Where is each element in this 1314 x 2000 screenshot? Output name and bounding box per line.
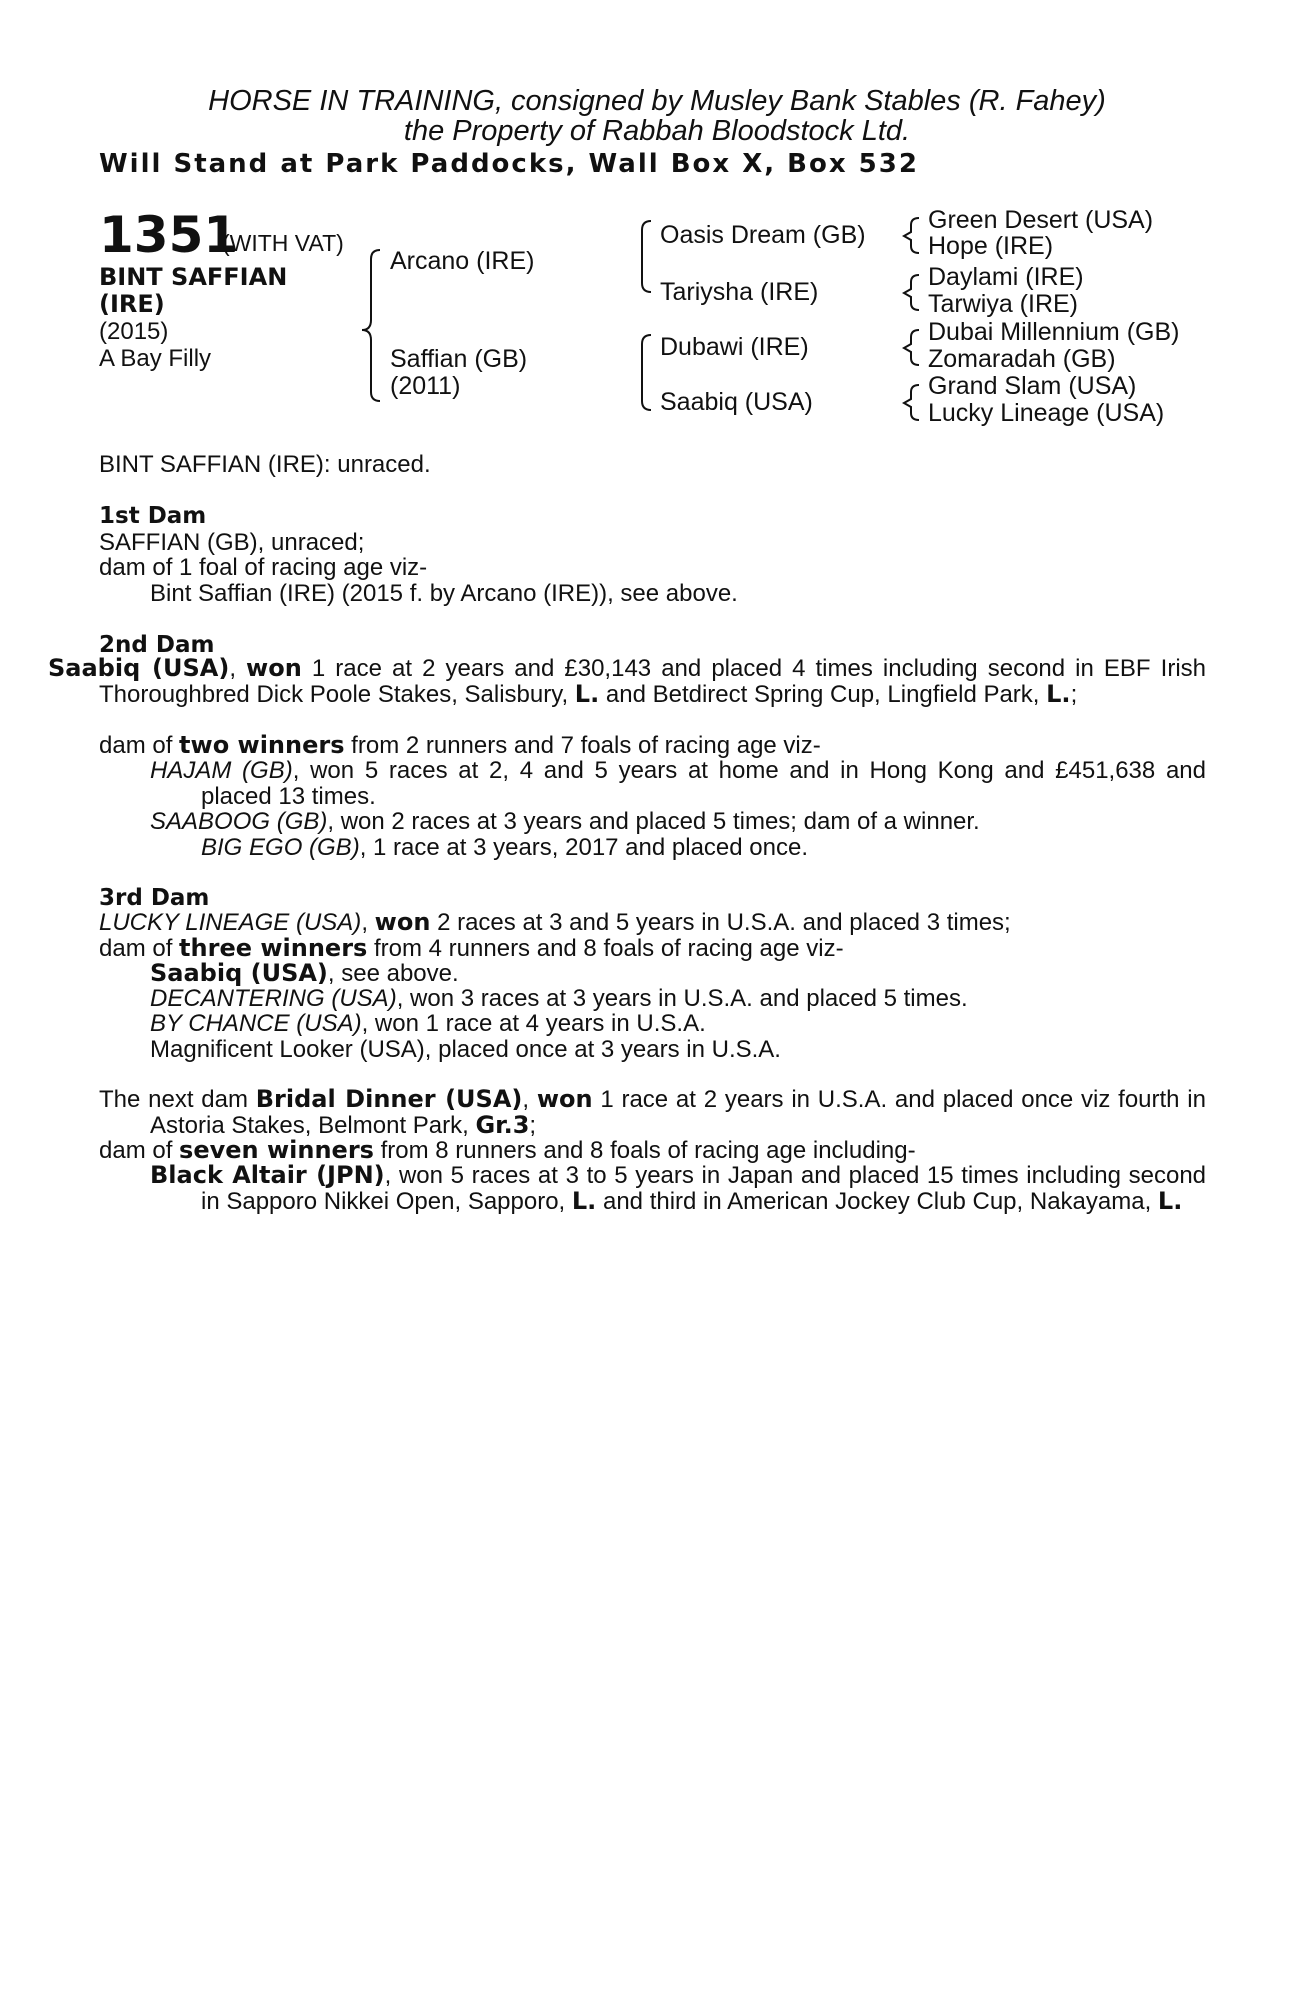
listed-label: L.: [1157, 1186, 1183, 1215]
bracket-sire-dam: [362, 250, 380, 401]
dam-of-sire: Tariysha (IRE): [660, 278, 819, 306]
third-dam-name: LUCKY LINEAGE (USA): [99, 909, 362, 936]
group-label: Gr.3: [475, 1110, 530, 1139]
won-label: won: [374, 908, 431, 936]
listed-label: L.: [574, 679, 600, 708]
horse-name: BINT SAFFIAN (IRE): [99, 263, 288, 318]
second-dam-heading: 2nd Dam: [99, 632, 215, 658]
text-run: , won 5 races at 3 to 5 years in Japan and placed 15 times including second in Sapporo Nikkei Open, Sapporo,: [201, 1162, 1207, 1215]
foal-paragraph: [150, 758, 1206, 809]
bracket-gen3-3: [904, 330, 919, 365]
text-run: 1 race at 2 years in U.S.A. and placed once viz fourth in Astoria Stakes, Belmont Park,: [150, 1086, 1206, 1139]
race-record-summary: BINT SAFFIAN (IRE): unraced.: [99, 451, 431, 478]
listed-label: L.: [1046, 679, 1071, 708]
text-run: , won 2 races at 3 years and placed 5 times; dam of a winner.: [327, 808, 980, 835]
lot-number: 1351: [99, 206, 239, 264]
gen3-ancestor-5: Dubai Millennium (GB): [928, 318, 1180, 346]
text-run: ,: [361, 909, 375, 936]
text-run: dam of: [99, 1137, 180, 1164]
winners-count: three winners: [179, 934, 368, 962]
text-run: , see above.: [327, 960, 459, 987]
foal-name: Black Altair (JPN): [150, 1161, 385, 1189]
bracket-gen3-4: [904, 385, 919, 420]
dam-year: (2011): [390, 372, 461, 400]
text-run: from 8 runners and 8 foals of racing age including-: [373, 1137, 916, 1164]
foal-name: DECANTERING (USA): [150, 985, 397, 1012]
text-run: dam of: [99, 732, 180, 759]
third-dam-record: [99, 910, 1011, 936]
foaling-year: (2015): [99, 318, 169, 345]
next-dam-produce-summary: [99, 1138, 916, 1164]
text-run: from 4 runners and 8 foals of racing age viz-: [367, 935, 844, 962]
winners-count: two winners: [179, 731, 345, 759]
sire: Arcano (IRE): [390, 247, 535, 275]
text-run: , won 3 races at 3 years in U.S.A. and placed 5 times.: [396, 985, 968, 1012]
dam: Saffian (GB): [390, 345, 528, 373]
text-run: , won 1 race at 4 years in U.S.A.: [361, 1010, 706, 1037]
text-run: ,: [522, 1086, 537, 1113]
listed-label: L.: [571, 1186, 597, 1215]
gen3-ancestor-4: Tarwiya (IRE): [928, 290, 1079, 318]
gen3-ancestor-7: Grand Slam (USA): [928, 372, 1137, 400]
text-run: and third in American Jockey Club Cup, Nakayama,: [596, 1187, 1158, 1215]
consignor-line: HORSE IN TRAINING, consigned by Musley Bank Stables (R. Fahey): [208, 85, 1106, 117]
gen3-ancestor-2: Hope (IRE): [928, 232, 1054, 260]
bracket-gen3-2: [904, 275, 919, 310]
first-dam-produce-summary: dam of 1 foal of racing age viz-: [99, 554, 428, 581]
next-dam-name: Bridal Dinner (USA): [255, 1085, 523, 1113]
foal-name: BY CHANCE (USA): [150, 1010, 362, 1037]
next-dam-paragraph: [99, 1087, 1206, 1138]
bracket-sire: [642, 221, 651, 292]
second-dam-foal-1: [150, 758, 1206, 809]
next-dam-record: [99, 1087, 1206, 1138]
horse-description: A Bay Filly: [99, 345, 212, 372]
first-dam-heading: 1st Dam: [99, 503, 207, 529]
third-dam-foal-3: [150, 1011, 706, 1037]
foal-name: BIG EGO (GB): [201, 834, 360, 861]
text-run: 2 races at 3 and 5 years in U.S.A. and placed 3 times;: [430, 909, 1011, 936]
text-run: 1 race at 2 years and £30,143 and placed 4 times including second in EBF Irish Thoroughbred Dick Poole Stakes, Salisbury,: [99, 655, 1207, 708]
text-run: from 2 runners and 7 foals of racing age viz-: [344, 732, 821, 759]
second-dam-foal-2: [150, 809, 980, 835]
first-dam-foal: Bint Saffian (IRE) (2015 f. by Arcano (IRE)), see above.: [150, 580, 738, 607]
third-dam-foal-1: [150, 961, 459, 987]
foal-name: Saabiq (USA): [150, 959, 328, 987]
dam-of-dam: Saabiq (USA): [660, 388, 813, 416]
text-run: , 1 race at 3 years, 2017 and placed once.: [359, 834, 808, 861]
sire-of-dam: Dubawi (IRE): [660, 333, 809, 361]
text-run: dam of: [99, 935, 180, 962]
text-run: ,: [229, 655, 247, 682]
third-dam-foal-2: [150, 986, 968, 1012]
bracket-dam: [642, 335, 651, 410]
text-run: ;: [529, 1111, 537, 1139]
second-dam-produce-summary: [99, 733, 821, 759]
gen3-ancestor-1: Green Desert (USA): [928, 206, 1154, 234]
third-dam-produce-summary: [99, 936, 844, 962]
text-run: The next dam: [99, 1086, 256, 1113]
text-run: ;: [1070, 680, 1078, 708]
gen3-ancestor-8: Lucky Lineage (USA): [928, 399, 1165, 427]
first-dam-record: SAFFIAN (GB), unraced;: [99, 529, 365, 556]
stand-location: Will Stand at Park Paddocks, Wall Box X, Box 532: [99, 149, 919, 179]
gen3-ancestor-6: Zomaradah (GB): [928, 345, 1116, 373]
sire-of-sire: Oasis Dream (GB): [660, 221, 866, 249]
second-dam-paragraph: [48, 654, 1207, 708]
vat-label: (WITH VAT): [222, 230, 344, 256]
second-dam-foal-3: [201, 835, 808, 861]
winners-count: seven winners: [179, 1136, 374, 1164]
gen3-ancestor-3: Daylami (IRE): [928, 263, 1084, 291]
bracket-gen3-1: [904, 218, 919, 253]
won-label: won: [536, 1085, 593, 1113]
owner-line: the Property of Rabbah Bloodstock Ltd.: [403, 115, 911, 147]
third-dam-foal-4: Magnificent Looker (USA), placed once at 3 years in U.S.A.: [150, 1036, 781, 1063]
won-label: won: [246, 654, 302, 682]
foal-name: HAJAM (GB): [150, 757, 293, 784]
third-dam-heading: 3rd Dam: [99, 885, 210, 911]
second-dam-name: Saabiq (USA): [48, 654, 230, 682]
foal-name: SAABOOG (GB): [150, 808, 328, 835]
second-dam-record: [48, 656, 1206, 707]
foal-paragraph: [150, 1163, 1206, 1214]
text-run: , won 5 races at 2, 4 and 5 years at home and in Hong Kong and £451,638 and placed 13 times.: [201, 757, 1206, 810]
text-run: and Betdirect Spring Cup, Lingfield Park,: [599, 680, 1047, 708]
next-dam-foal-1: [150, 1163, 1206, 1214]
